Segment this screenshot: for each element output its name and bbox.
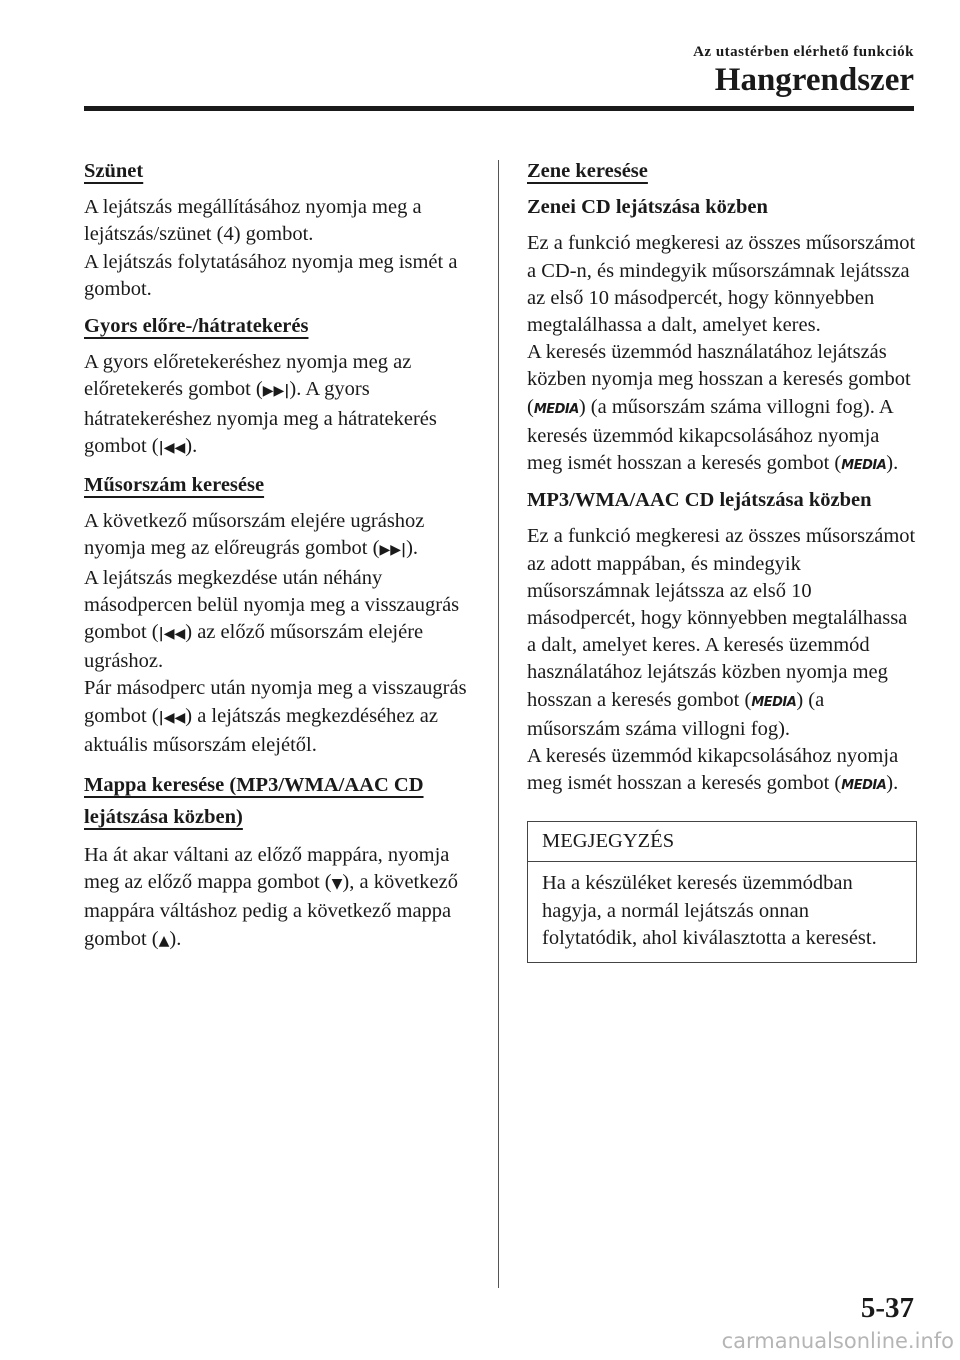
scan-cd-text-2 bbox=[527, 339, 917, 479]
section-folder bbox=[84, 769, 472, 955]
folder-text-c: ). bbox=[169, 927, 182, 950]
track-text-2b: ) az előző műsorszám elejére ugráshoz. bbox=[84, 621, 424, 673]
next-track-icon: ▶▶| bbox=[262, 383, 290, 400]
media-button-icon: MEDIA bbox=[751, 694, 797, 710]
ffrew-text-b: ). A gyors hátratekeréshez nyomja meg a hátratekerés gombot ( bbox=[84, 378, 437, 457]
up-arrow-icon: ▲ bbox=[158, 932, 170, 949]
scan-mp3-text-2 bbox=[527, 743, 917, 799]
note-body: Ha a készüléket keresés üzemmódban hagyja, a normál lejátszás onnan folytatódik, ahol kiválasztotta a keresést. bbox=[542, 872, 877, 949]
heading-ffrew: Gyors előre-/hátratekerés bbox=[84, 315, 309, 338]
note-title: MEGJEGYZÉS bbox=[528, 822, 916, 862]
scan-mp3-text-2a: A keresés üzemmód kikapcsolásához nyomja meg ismét hosszan a keresés gombot ( bbox=[527, 745, 899, 795]
ffrew-text-a: A gyors előretekeréshez nyomja meg az előretekerés gombot ( bbox=[84, 351, 412, 401]
folder-text-a: Ha át akar váltani az előző mappára, nyomja meg az előző mappa gombot ( bbox=[84, 844, 450, 894]
pause-text-2: A lejátszás folytatásához nyomja meg ismét a gombot. bbox=[84, 250, 458, 300]
subheading-cd: Zenei CD lejátszása közben bbox=[527, 196, 768, 219]
scan-cd-text-2b: ) (a műsorszám száma villogni fog). A keresés üzemmód kikapcsolásához nyomja meg ismét hosszan a keresés gombot ( bbox=[527, 395, 893, 475]
column-divider bbox=[498, 160, 499, 1288]
heading-pause: Szünet bbox=[84, 160, 144, 182]
track-text-1a: A következő műsorszám elejére ugráshoz nyomja meg az előreugrás gombot ( bbox=[84, 510, 425, 560]
watermark: carmanualsonline.info bbox=[721, 1329, 954, 1353]
header-section: Az utastérben elérhető funkciók bbox=[693, 44, 914, 60]
subheading-mp3: MP3/WMA/AAC CD lejátszása közben bbox=[527, 489, 872, 512]
media-button-icon: MEDIA bbox=[533, 401, 579, 417]
scan-mp3-text-2b: ). bbox=[886, 772, 899, 795]
heading-folder: Mappa keresése (MP3/WMA/AAC CD lejátszása közben) bbox=[84, 774, 424, 829]
prev-track-icon: |◀◀ bbox=[158, 626, 186, 643]
folder-text bbox=[84, 842, 472, 955]
next-track-icon: ▶▶| bbox=[379, 542, 407, 559]
ffrew-text-c: ). bbox=[185, 434, 198, 457]
scan-mp3-text-1 bbox=[527, 523, 917, 743]
right-column bbox=[527, 158, 917, 963]
section-track bbox=[84, 472, 472, 759]
scan-cd-text-2a: A keresés üzemmód használatához lejátszás közben nyomja meg hosszan a keresés gombot ( bbox=[527, 341, 911, 418]
header-rule bbox=[84, 106, 914, 111]
scan-mp3-text-1a: Ez a funkció megkeresi az összes műsorszámot az adott mappában, és mindegyik műsorszámnak lejátssza az első 10 másodpercét, hogy könnyebben megtalálhassa a dalt, amelyet keres. A keresés üzemmód használatához lejátszás közben nyomja meg hosszan a keresés gombot ( bbox=[527, 525, 916, 711]
note-box bbox=[527, 821, 917, 963]
down-arrow-icon: ▼ bbox=[331, 876, 343, 893]
track-text-3a: Pár másodperc után nyomja meg a visszaugrás gombot ( bbox=[84, 677, 467, 727]
heading-track: Műsorszám keresése bbox=[84, 474, 265, 497]
track-text-3 bbox=[84, 675, 472, 759]
folder-text-b: ), a következő mappára váltáshoz pedig a következő mappa gombot ( bbox=[84, 871, 458, 950]
left-column bbox=[84, 158, 472, 965]
prev-track-icon: |◀◀ bbox=[158, 439, 186, 456]
track-text-2a: A lejátszás megkezdése után néhány másodpercen belül nyomja meg a visszaugrás gombot ( bbox=[84, 566, 460, 644]
ffrew-text bbox=[84, 349, 472, 462]
heading-scan: Zene keresése bbox=[527, 160, 648, 182]
section-pause bbox=[84, 158, 472, 303]
page-number: 5-37 bbox=[860, 1292, 914, 1324]
pause-text-1: A lejátszás megállításához nyomja meg a lejátszás/szünet (4) gombot. bbox=[84, 196, 422, 246]
media-button-icon: MEDIA bbox=[841, 458, 887, 474]
track-text-1b: ). bbox=[406, 537, 419, 560]
media-button-icon: MEDIA bbox=[841, 778, 887, 794]
scan-mp3-text-1b: ) (a műsorszám száma villogni fog). bbox=[527, 688, 825, 740]
prev-track-icon: |◀◀ bbox=[158, 709, 186, 726]
scan-cd-text-2c: ). bbox=[886, 452, 899, 475]
track-text-2 bbox=[84, 565, 472, 676]
page-title: Hangrendszer bbox=[714, 62, 914, 98]
track-text-1 bbox=[84, 508, 472, 564]
track-text-3b: ) a lejátszás megkezdéséhez az aktuális műsorszám elejétől. bbox=[84, 704, 438, 756]
section-ffrew bbox=[84, 313, 472, 462]
scan-cd-text-1: Ez a funkció megkeresi az összes műsorszámot a CD-n, és mindegyik műsorszámnak lejátssza az első 10 másodpercét, hogy könnyebben megtalálhassa a dalt, amelyet keres. bbox=[527, 232, 916, 337]
